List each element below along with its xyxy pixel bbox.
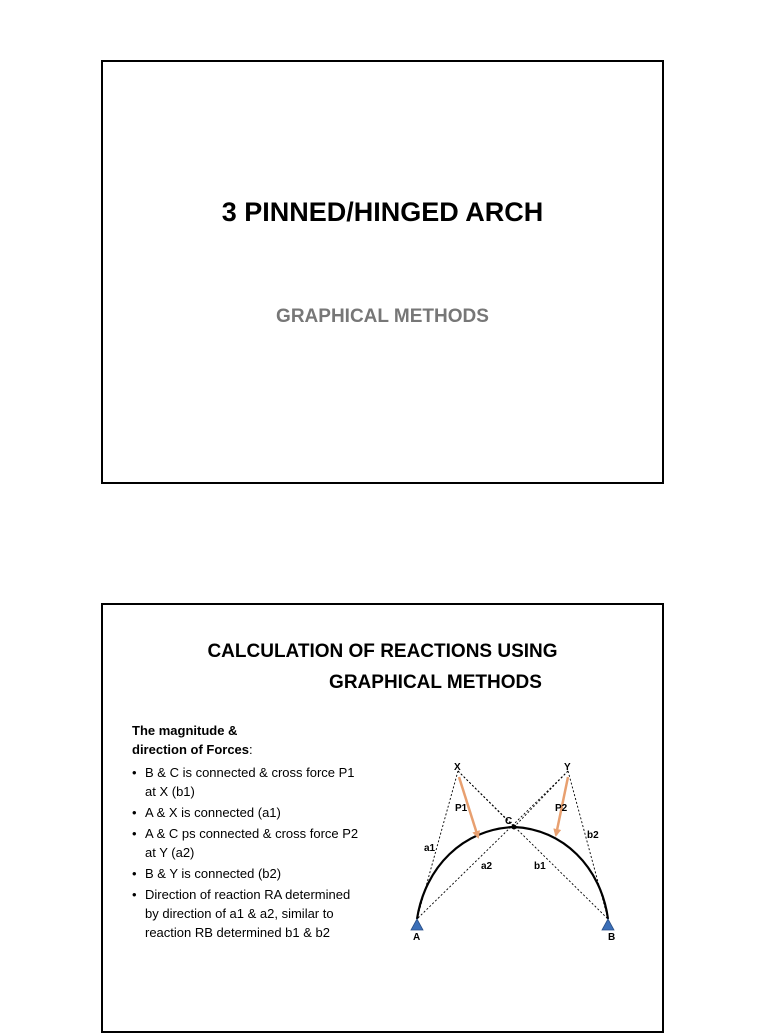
- arch-curve: [417, 827, 608, 919]
- bullet-item: • A & X is connected (a1): [132, 803, 362, 822]
- line-b1: [458, 771, 608, 919]
- support-b: [602, 919, 614, 930]
- label-p1: P1: [455, 803, 468, 814]
- label-b2: b2: [587, 830, 599, 841]
- intro-line-2: direction of Forces: [132, 742, 250, 757]
- arch-diagram: [103, 605, 666, 1035]
- label-b: B: [608, 932, 616, 943]
- slide-title: [101, 60, 664, 484]
- label-a1: a1: [424, 843, 436, 854]
- crown-hinge: [512, 825, 517, 830]
- heading-line-2: GRAPHICAL METHODS: [329, 672, 542, 693]
- bullet-item: • B & Y is connected (b2): [132, 864, 362, 883]
- slide-reactions: [101, 603, 664, 1033]
- label-x: X: [454, 762, 461, 773]
- heading-line-1: CALCULATION OF REACTIONS USING: [207, 641, 558, 662]
- bullet-item: • Direction of reaction RA determined by direction of a1 & a2, similar to reaction RB determined b1 & b2: [132, 885, 362, 942]
- slide-title-heading: 3 PINNED/HINGED ARCH: [221, 197, 544, 227]
- bullet-item: • B & C is connected & cross force P1 at X (b1): [132, 763, 362, 801]
- label-y: Y: [564, 762, 571, 773]
- intro-line-1: The magnitude &: [132, 723, 238, 738]
- slide-title-subheading: GRAPHICAL METHODS: [276, 306, 489, 327]
- label-p2: P2: [555, 803, 568, 814]
- intro-colon: :: [249, 742, 253, 757]
- label-a2: a2: [481, 861, 493, 872]
- label-a: A: [413, 932, 421, 943]
- construction-lines: [417, 771, 608, 919]
- line-a2: [417, 771, 568, 919]
- label-b1: b1: [534, 861, 546, 872]
- label-c: C: [505, 816, 513, 827]
- support-a: [411, 919, 423, 930]
- bullet-item: • A & C ps connected & cross force P2 at Y (a2): [132, 824, 362, 862]
